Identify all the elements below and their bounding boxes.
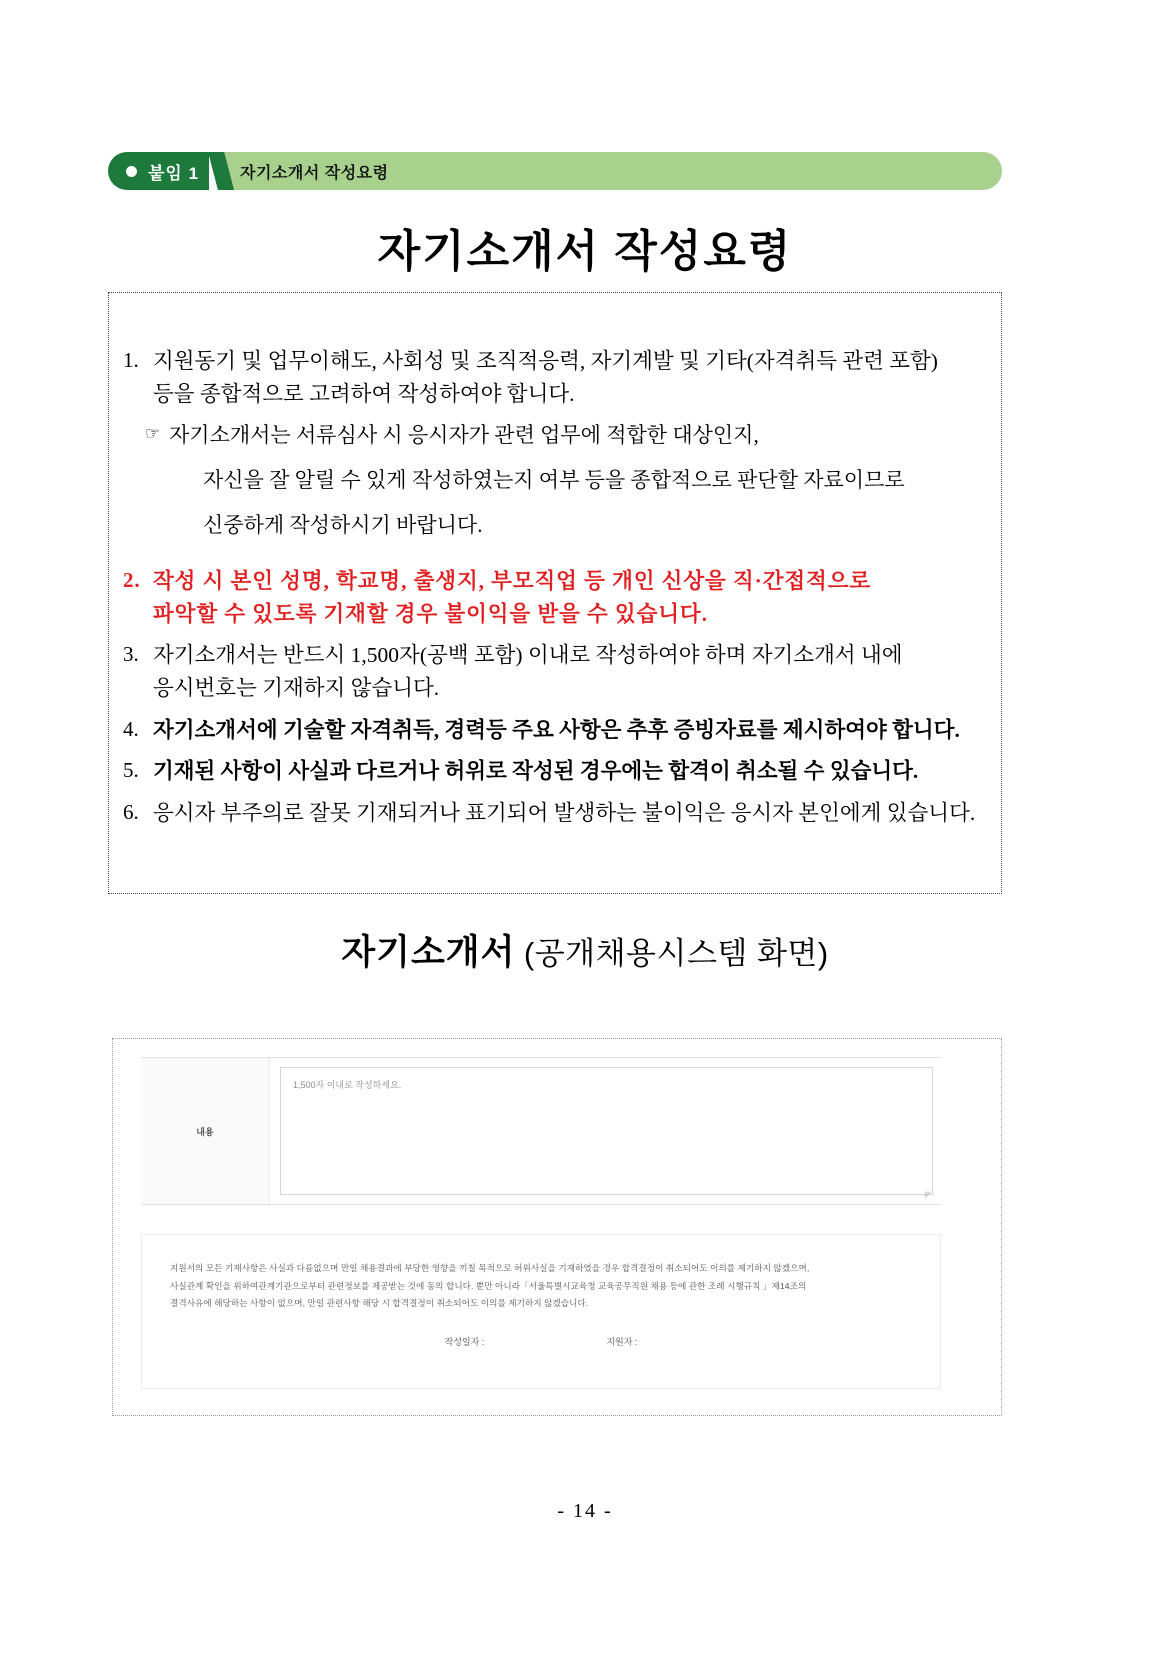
signature-row [170,1335,912,1348]
notice-item-3 [123,639,983,704]
notice-sub-line2: 자신을 잘 알릴 수 있게 작성하였는지 여부 등을 종합적으로 판단할 자료이므로 [203,467,905,492]
notice-item-4-text: 자기소개서에 기술할 자격취득, 경력등 주요 사항은 추후 증빙자료를 제시하여야 합니다. [153,717,960,742]
agreement-line-2: 사실관계 확인을 위하여관계기관으로부터 관련정보를 제공받는 것에 동의 합니다. 뿐만 아니라「서울특별시교육청 교육공무직원 채용 등에 관한 조례 시행규칙 」제14조의 [170,1280,807,1291]
notice-item-3-text [153,639,983,704]
notice-item-3-number: 3. [123,642,139,667]
notice-item-5 [123,755,983,788]
notice-item-2-line2: 파악할 수 있도록 기재할 경우 불이익을 받을 수 있습니다. [153,601,708,626]
section-heading-paren: (공개채용시스템 화면) [523,936,829,971]
notice-item-4-number: 4. [123,716,139,741]
section-heading-strong: 자기소개서 [341,933,516,972]
notice-sub-note-text [169,419,983,553]
agreement-line-3: 결격사유에 해당하는 사항이 없으며, 만일 관련사항 해당 시 합격결정이 취소되어도 이의를 제기하지 않겠습니다. [170,1298,589,1309]
content-form-row [141,1057,941,1205]
notice-item-6 [123,797,983,830]
bullet-dot-icon [126,166,137,177]
notice-item-2-number: 2. [123,568,141,593]
write-date-label: 작성일자 : [444,1336,485,1347]
notice-item-1-number: 1. [123,348,139,372]
notice-sub-line3: 신중하게 작성하시기 바랍니다. [203,512,483,537]
notice-item-3-line1: 자기소개서는 반드시 1,500자(공백 포함) 이내로 작성하여야 하며 자기소개서 내에 [153,643,903,668]
notice-item-1-line1: 지원동기 및 업무이해도, 사회성 및 조직적응력, 자기계발 및 기타(자격취득 관련 포함) [153,349,938,373]
content-field-cell [270,1058,941,1204]
notice-sub-note [123,419,983,553]
attachment-ribbon-right [220,152,1002,190]
attachment-ribbon-left [108,152,209,190]
attachment-ribbon [108,152,1002,190]
agreement-block [141,1234,941,1389]
notice-item-2-text [153,565,983,630]
content-textarea-placeholder: 1,500자 이내로 작성하세요. [293,1080,402,1090]
notice-box [108,292,1002,894]
notice-sub-line1: 자기소개서는 서류심사 시 응시자가 관련 업무에 적합한 대상인지, [169,423,759,448]
system-screenshot-frame [112,1038,1002,1416]
content-field-label: 내용 [141,1058,270,1204]
section-heading [0,925,1170,975]
notice-item-6-number: 6. [123,800,139,825]
pointing-hand-icon: ☞ [145,424,161,444]
notice-item-3-line2: 응시번호는 기재하지 않습니다. [153,676,440,701]
notice-item-6-text: 응시자 부주의로 잘못 기재되거나 표기되어 발생하는 불이익은 응시자 본인에게 있습니다. [153,801,976,826]
notice-item-4 [123,714,983,747]
resize-handle-icon[interactable] [922,1184,931,1193]
notice-item-2 [123,565,983,630]
notice-item-2-line1: 작성 시 본인 성명, 학교명, 출생지, 부모직업 등 개인 신상을 직·간접적으로 [153,569,872,594]
notice-item-5-text: 기재된 사항이 사실과 다르거나 허위로 작성된 경우에는 합격이 취소될 수 있습니다. [153,759,919,784]
notice-item-1-line2: 등을 종합적으로 고려하여 작성하여야 합니다. [153,381,575,406]
page-number: - 14 - [557,1500,613,1522]
notice-list [109,293,1001,830]
content-textarea[interactable] [280,1067,933,1195]
page-title: 자기소개서 작성요령 [377,227,793,276]
notice-item-1-text [153,345,983,410]
notice-item-5-number: 5. [123,758,139,783]
attachment-label: 붙임 1 [148,163,200,183]
ribbon-section-label: 자기소개서 작성요령 [240,164,389,182]
agreement-line-1: 지원서의 모든 기재사항은 사실과 다름없으며 만일 채용결과에 부당한 영향을 끼칠 목적으로 허위사실을 기재하였을 경우 합격결정이 취소되어도 이의를 제기하지 않겠으며, [170,1263,810,1273]
notice-item-1 [123,345,983,410]
applicant-label: 지원자 : [606,1336,638,1347]
